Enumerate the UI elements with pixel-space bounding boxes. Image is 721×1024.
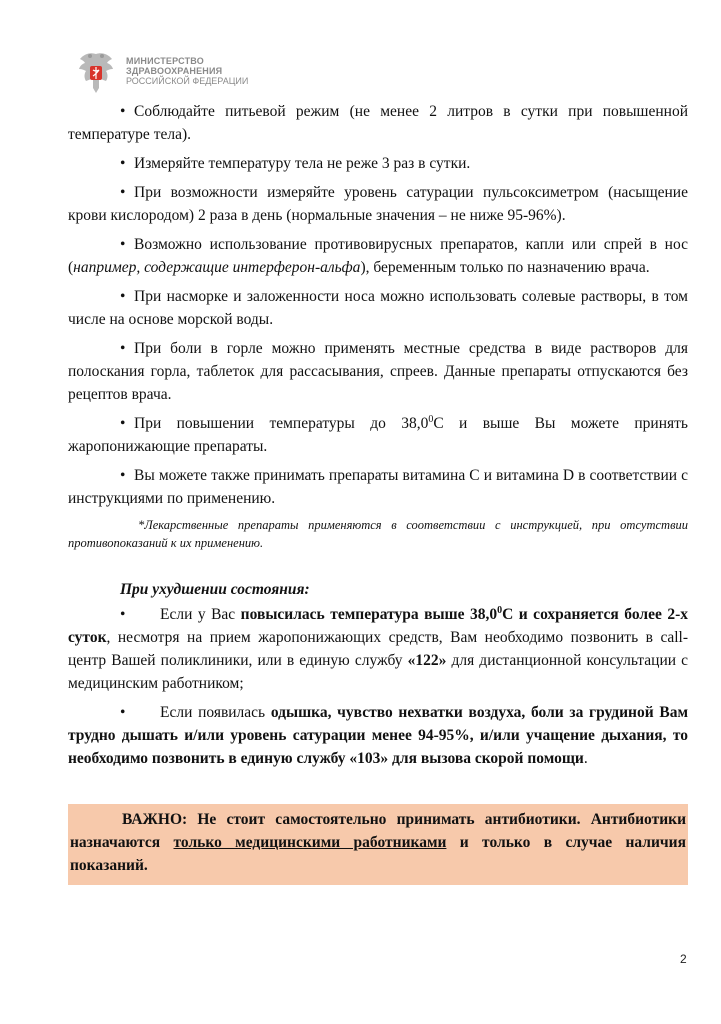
list-item: • Если появилась одышка, чувство нехватки воздуха, боли за грудиной Вам трудно дышать и/или уровень сатурации менее 94-95%, и/или учащение дыхания, то необходимо позвонить в единую службу «103» для вызова скорой помощи. [68,701,688,770]
ministry-logo [76,50,296,100]
footnote: *Лекарственные препараты применяются в соответствии с инструкцией, при отсутствии противопоказаний к их применению. [68,518,688,550]
list-item: • Вы можете также принимать препараты витамина С и витамина D в соответствии с инструкциями по применению. [68,464,688,510]
org-line-3: РОССИЙСКОЙ ФЕДЕРАЦИИ [126,76,249,86]
important-callout [68,804,688,885]
list-item: • Возможно использование противовирусных препаратов, капли или спрей в нос (например, содержащие интерферон-альфа), беременным только по назначению врача. [68,233,688,279]
list-item: • При повышении температуры до 38,0$^0$С и выше Вы можете принять жаропонижающие препараты. [68,413,688,455]
org-line-1: МИНИСТЕРСТВО [126,56,204,66]
bullet-icon: • [120,606,126,623]
bullet-icon: • [120,103,126,120]
bullet-icon: • [120,155,126,172]
list-item: • Соблюдайте питьевой режим (не менее 2 литров в сутки при повышенной температуре тела). [68,100,688,146]
bullet-icon: • [120,288,126,305]
org-line-2: ЗДРАВООХРАНЕНИЯ [126,66,223,76]
bullet-icon: • [120,340,126,357]
coat-of-arms-icon [76,50,116,96]
list-item: • При боли в горле можно применять местные средства в виде растворов для полоскания горла, таблеток для рассасывания, спреев. Данные препараты отпускаются без рецептов врача. [68,337,688,406]
bullet-icon: • [120,236,126,253]
ministry-name [126,56,248,86]
list-item: • При насморке и заложенности носа можно использовать солевые растворы, в том числе на основе морской воды. [68,285,688,331]
list-item: • При возможности измеряйте уровень сатурации пульсоксиметром (насыщение крови кислородом) 2 раза в день (нормальные значения – не ниже 95-96%). [68,181,688,227]
bullet-icon: • [120,704,126,721]
list-item: • Если у Вас повысилась температура выше 38,0$^0$С и сохраняется более 2-х суток, несмотря на прием жаропонижающих средств, Вам необходимо позвонить в call-центр Вашей поликлиники, или в единую службу «122» для дистанционной консультации с медицинским работником; [68,604,688,692]
important-text: ВАЖНО: Не стоит самостоятельно принимать антибиотики. Антибиотики назначаются только медицинскими работниками и только в случае наличия показаний. [70,811,686,874]
bullet-icon: • [120,415,126,432]
document-body [68,100,688,776]
page-number: 2 [680,952,687,966]
bullet-icon: • [120,467,126,484]
bullet-icon: • [120,184,126,201]
list-item: • Измеряйте температуру тела не реже 3 раз в сутки. [68,152,688,175]
section-heading: При ухудшении состояния: [120,581,310,598]
